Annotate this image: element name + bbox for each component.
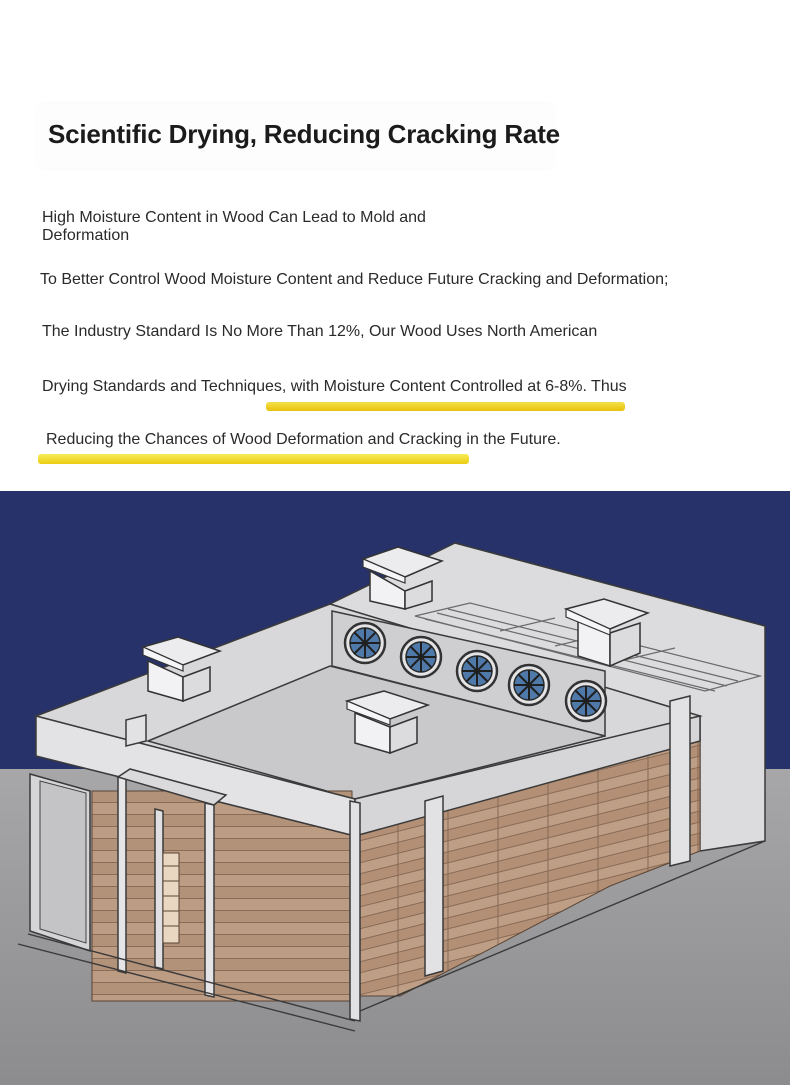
- roof-vent-icon: [143, 637, 220, 701]
- door-ladder: [163, 853, 179, 943]
- fan-icon: [457, 651, 497, 691]
- text-line: High Moisture Content in Wood Can Lead to Mold and Deformation: [42, 209, 426, 244]
- text-line: Drying Standards and Techniques, with Moisture Content Controlled at 6-8%. Thus: [42, 378, 627, 395]
- fan-icon: [401, 637, 441, 677]
- text-line: Reducing the Chances of Wood Deformation and Cracking in the Future.: [46, 431, 561, 448]
- fan-icon: [509, 665, 549, 705]
- highlight-underline: [266, 402, 625, 411]
- fan-icon: [345, 623, 385, 663]
- fan-icon: [566, 681, 606, 721]
- highlight-underline: [38, 454, 469, 464]
- text-line: To Better Control Wood Moisture Content and Reduce Future Cracking and Deformation;: [40, 271, 669, 288]
- kiln-illustration: [0, 491, 790, 1085]
- page-title: Scientific Drying, Reducing Cracking Rate: [48, 119, 560, 149]
- text-line: The Industry Standard Is No More Than 12%, Our Wood Uses North American: [42, 323, 598, 340]
